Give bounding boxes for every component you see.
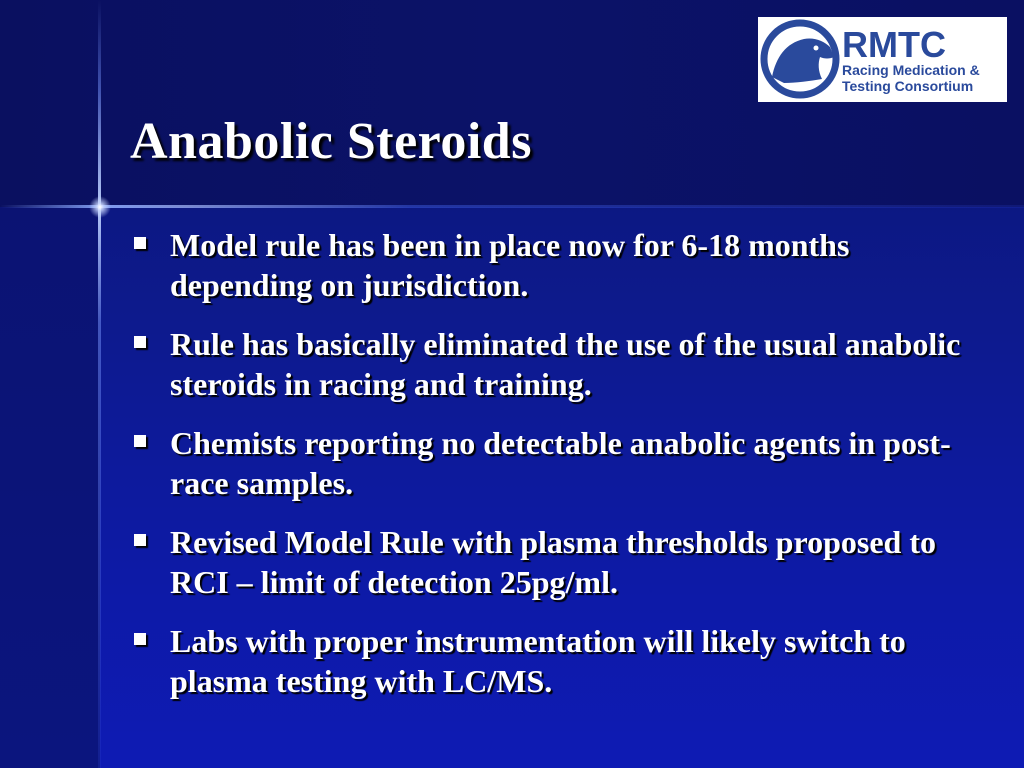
bullet-list [130,225,990,720]
bullet-item [130,423,990,503]
bullet-text: Revised Model Rule with plasma thresholds proposed to RCI – limit of detection 25pg/ml. [170,524,936,600]
horizontal-divider [0,205,1024,208]
rmtc-logo-graphic [758,17,1007,102]
square-bullet-icon [134,336,146,348]
bullet-item [130,324,990,404]
rmtc-logo [758,17,1007,102]
bullet-text: Labs with proper instrumentation will likely switch to plasma testing with LC/MS. [170,623,906,699]
square-bullet-icon [134,435,146,447]
slide-title: Anabolic Steroids [130,113,532,170]
logo-acronym: RMTC [842,24,946,65]
square-bullet-icon [134,633,146,645]
horse-head-icon [764,23,836,95]
bullet-item [130,522,990,602]
square-bullet-icon [134,534,146,546]
bullet-text: Chemists reporting no detectable anabolic agents in post-race samples. [170,425,951,501]
bullet-item [130,621,990,701]
logo-line2: Testing Consortium [842,78,974,94]
logo-line1: Racing Medication & [842,62,980,78]
bullet-text: Model rule has been in place now for 6-18 months depending on jurisdiction. [170,227,850,303]
square-bullet-icon [134,237,146,249]
bullet-text: Rule has basically eliminated the use of the usual anabolic steroids in racing and training. [170,326,961,402]
left-band [0,207,100,768]
sparkle-decoration [89,196,111,218]
bullet-item [130,225,990,305]
vertical-divider [98,0,101,768]
